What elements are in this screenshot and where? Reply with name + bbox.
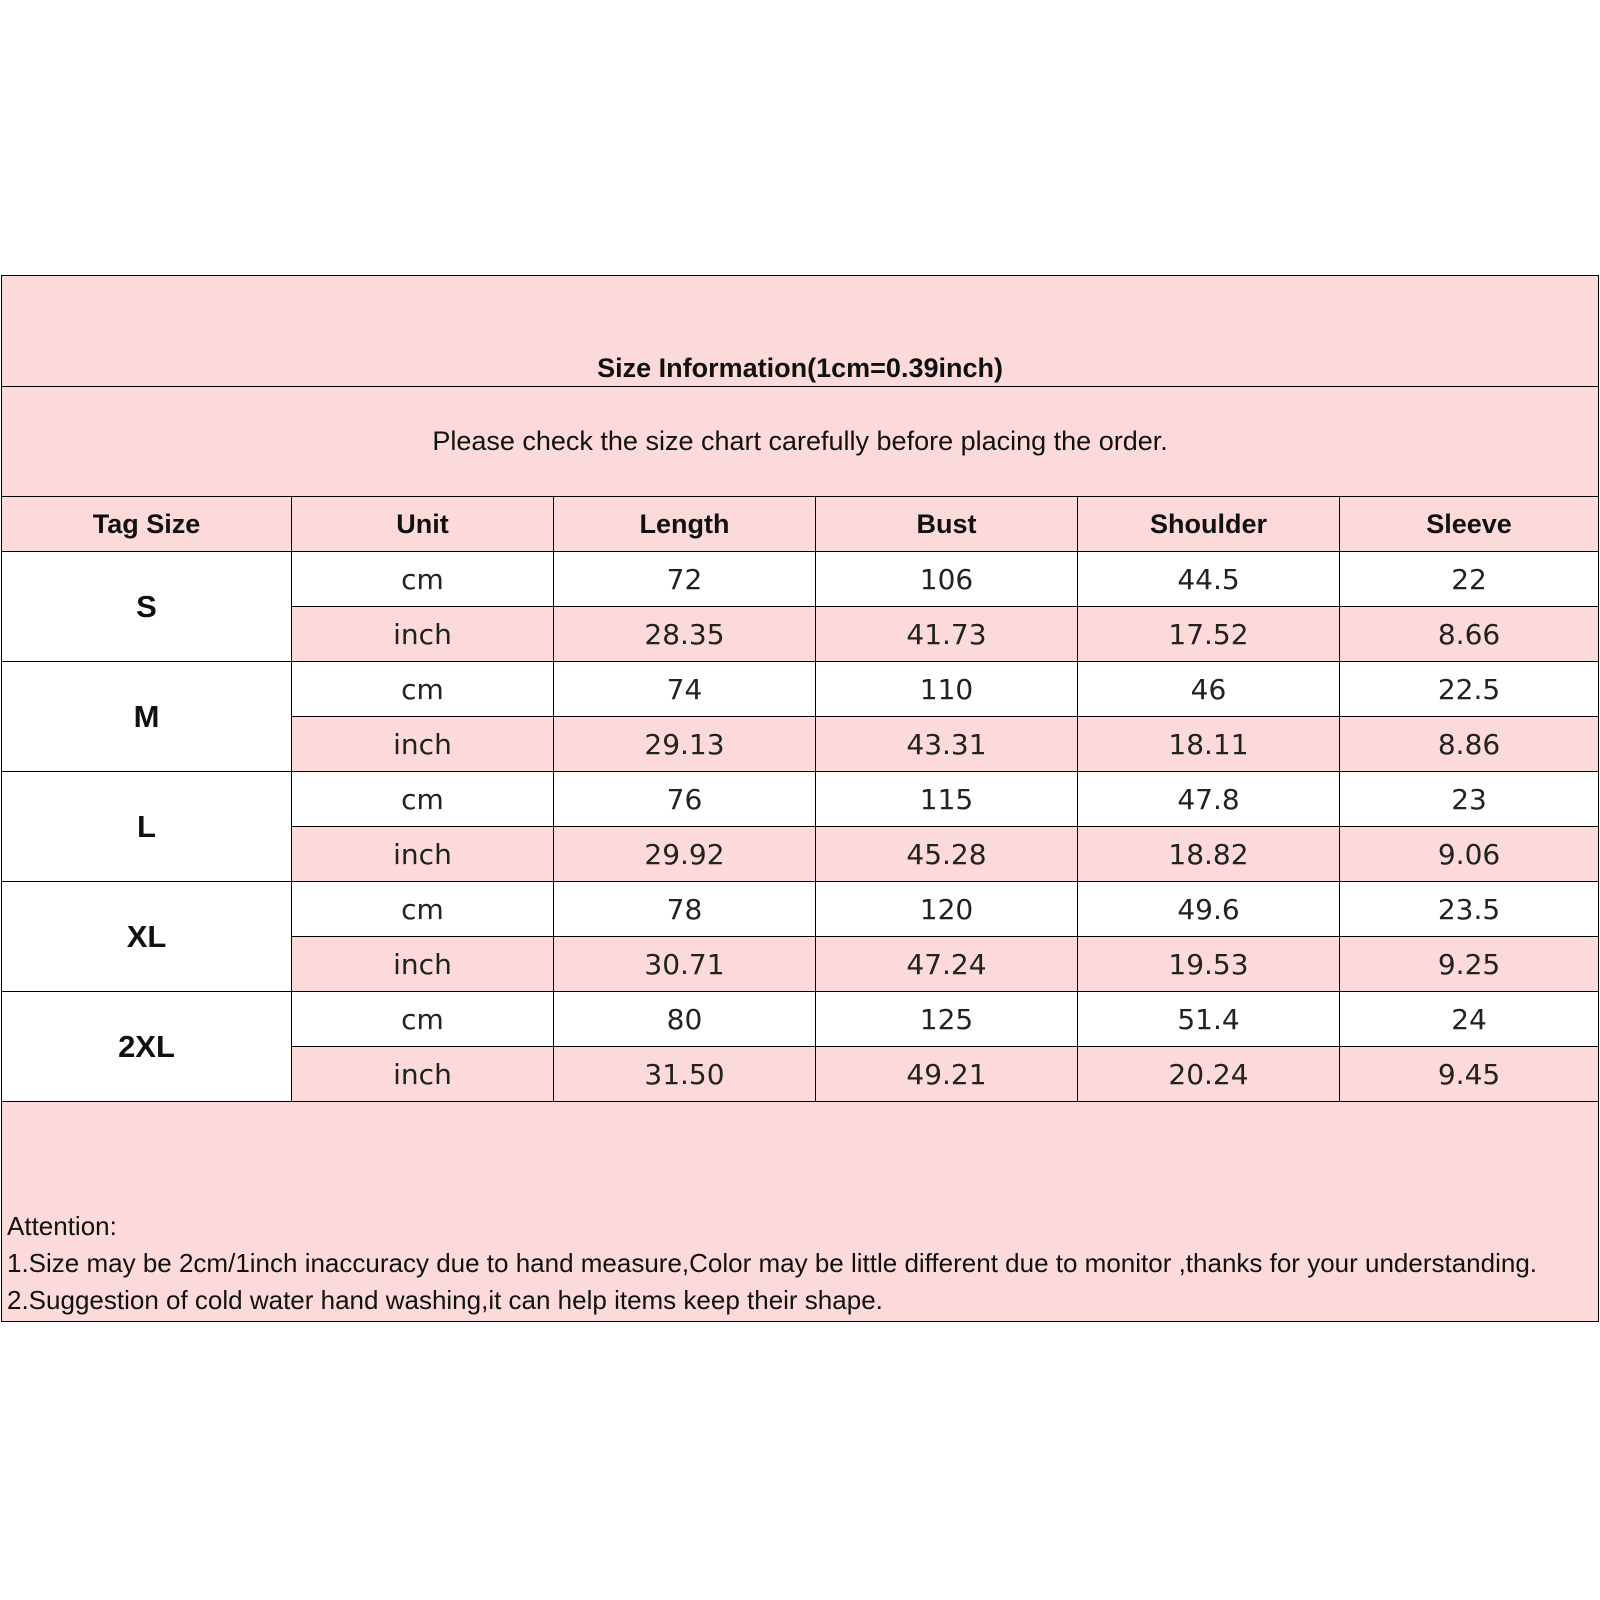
header-bust: Bust	[816, 497, 1078, 552]
unit-cell: cm	[292, 882, 554, 937]
sleeve-cell: 24	[1340, 992, 1599, 1047]
unit-cell: cm	[292, 552, 554, 607]
length-cell: 80	[554, 992, 816, 1047]
shoulder-cell: 20.24	[1078, 1047, 1340, 1102]
unit-cell: inch	[292, 607, 554, 662]
tag-size-cell: 2XL	[2, 992, 292, 1102]
sleeve-cell: 23	[1340, 772, 1599, 827]
shoulder-cell: 18.11	[1078, 717, 1340, 772]
size-chart-table	[1, 275, 1599, 1322]
length-cell: 28.35	[554, 607, 816, 662]
header-length: Length	[554, 497, 816, 552]
shoulder-cell: 47.8	[1078, 772, 1340, 827]
table-row	[2, 662, 1599, 717]
shoulder-cell: 18.82	[1078, 827, 1340, 882]
unit-cell: cm	[292, 992, 554, 1047]
length-cell: 29.13	[554, 717, 816, 772]
tag-size-cell: S	[2, 552, 292, 662]
bust-cell: 49.21	[816, 1047, 1078, 1102]
length-cell: 74	[554, 662, 816, 717]
chart-title: Size Information(1cm=0.39inch)	[2, 276, 1599, 387]
tag-size-cell: L	[2, 772, 292, 882]
unit-cell: cm	[292, 662, 554, 717]
shoulder-cell: 19.53	[1078, 937, 1340, 992]
length-cell: 76	[554, 772, 816, 827]
header-row	[2, 497, 1599, 552]
bust-cell: 125	[816, 992, 1078, 1047]
bust-cell: 120	[816, 882, 1078, 937]
bust-cell: 41.73	[816, 607, 1078, 662]
notes-line-2: 2.Suggestion of cold water hand washing,it can help items keep their shape.	[7, 1285, 883, 1315]
unit-cell: inch	[292, 1047, 554, 1102]
bust-cell: 106	[816, 552, 1078, 607]
table-row	[2, 552, 1599, 607]
table-row	[2, 772, 1599, 827]
sleeve-cell: 8.66	[1340, 607, 1599, 662]
sleeve-cell: 9.25	[1340, 937, 1599, 992]
bust-cell: 115	[816, 772, 1078, 827]
tag-size-cell: M	[2, 662, 292, 772]
sleeve-cell: 9.06	[1340, 827, 1599, 882]
shoulder-cell: 49.6	[1078, 882, 1340, 937]
notes-heading: Attention:	[7, 1211, 117, 1241]
unit-cell: cm	[292, 772, 554, 827]
length-cell: 31.50	[554, 1047, 816, 1102]
table-row	[2, 882, 1599, 937]
shoulder-cell: 46	[1078, 662, 1340, 717]
sleeve-cell: 22.5	[1340, 662, 1599, 717]
chart-subtitle: Please check the size chart carefully before placing the order.	[2, 387, 1599, 497]
notes-line-1: 1.Size may be 2cm/1inch inaccuracy due to hand measure,Color may be little different due to monitor ,thanks for your understanding.	[7, 1248, 1538, 1278]
bust-cell: 43.31	[816, 717, 1078, 772]
length-cell: 30.71	[554, 937, 816, 992]
length-cell: 78	[554, 882, 816, 937]
bust-cell: 47.24	[816, 937, 1078, 992]
header-tag-size: Tag Size	[2, 497, 292, 552]
sleeve-cell: 23.5	[1340, 882, 1599, 937]
table-row	[2, 992, 1599, 1047]
shoulder-cell: 17.52	[1078, 607, 1340, 662]
bust-cell: 110	[816, 662, 1078, 717]
bust-cell: 45.28	[816, 827, 1078, 882]
header-unit: Unit	[292, 497, 554, 552]
unit-cell: inch	[292, 827, 554, 882]
sleeve-cell: 22	[1340, 552, 1599, 607]
unit-cell: inch	[292, 717, 554, 772]
attention-notes	[2, 1102, 1599, 1322]
sleeve-cell: 8.86	[1340, 717, 1599, 772]
tag-size-cell: XL	[2, 882, 292, 992]
unit-cell: inch	[292, 937, 554, 992]
header-sleeve: Sleeve	[1340, 497, 1599, 552]
length-cell: 72	[554, 552, 816, 607]
shoulder-cell: 44.5	[1078, 552, 1340, 607]
length-cell: 29.92	[554, 827, 816, 882]
sleeve-cell: 9.45	[1340, 1047, 1599, 1102]
shoulder-cell: 51.4	[1078, 992, 1340, 1047]
header-shoulder: Shoulder	[1078, 497, 1340, 552]
